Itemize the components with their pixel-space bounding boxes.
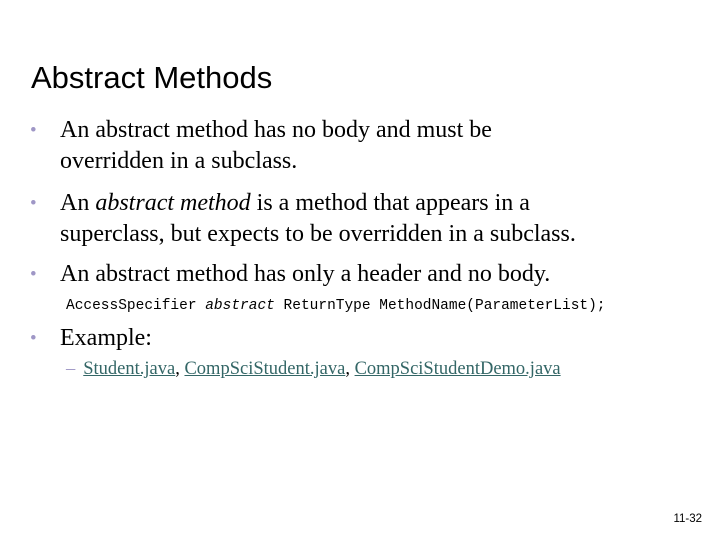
bullet-text: Example: [60,325,152,351]
bullet-text: An abstract method is a method that appears in a [60,190,530,216]
file-link-compscistudentdemo[interactable]: CompSciStudentDemo.java [354,359,561,379]
bullet-dot-icon: • [30,120,37,141]
slide-title: Abstract Methods [31,60,273,95]
bullet-text: An abstract method has only a header and no body. [60,261,551,287]
bullet-dot-icon: • [30,328,37,349]
file-link-compscistudent[interactable]: CompSciStudent.java [184,359,346,379]
example-files: – Student.java, CompSciStudent.java, CompSciStudentDemo.java [66,359,561,379]
code-signature: AccessSpecifier abstract ReturnType MethodName(ParameterList); [66,298,606,314]
bullet-text: An abstract method has no body and must be [60,117,492,143]
bullet-dot-icon: • [30,264,37,285]
dash-bullet-icon: – [66,359,76,379]
file-link-student[interactable]: Student.java [83,359,176,379]
bullet-text: overridden in a subclass. [60,148,298,174]
bullet-dot-icon: • [30,193,37,214]
code-keyword: abstract [205,298,275,314]
bullet-text: superclass, but expects to be overridden in a subclass. [60,221,576,247]
page-number: 11-32 [673,513,702,525]
emphasis-text: abstract method [95,190,251,216]
